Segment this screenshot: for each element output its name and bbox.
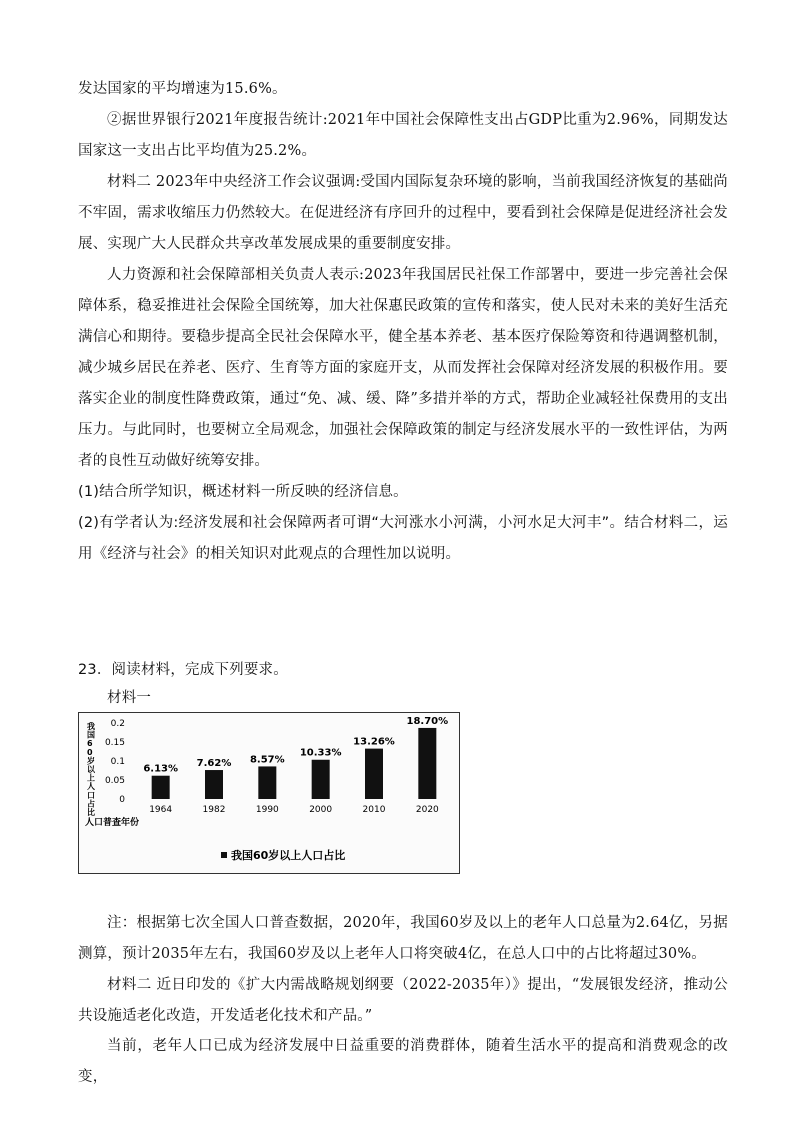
paragraph-world-bank: ②据世界银行2021年度报告统计:2021年中国社会保障性支出占GDP比重为2.96%，同期发达国家这一支出占比平均值为25.2%。 [78,112,728,159]
y-tick-label: 0.2 [110,719,125,729]
y-axis-label-char: 以 [87,765,95,774]
y-axis-label-char: 占 [87,799,95,809]
y-axis-label-char: 6 [87,739,93,749]
paragraph-material-two: 材料二 2023年中央经济工作会议强调:受国内国际复杂环境的影响，当前我国经济恢复的基础尚不牢固，需求收缩压力仍然较大。在促进经济有序回升的过程中，要看到社会保障是促进经济社会发展、实现广大人民群众共享改革发展成果的重要制度安排。 [78,174,728,252]
y-axis-label-char: 口 [87,790,95,800]
paragraph-last: 当前，老年人口已成为经济发展中日益重要的消费群体，随着生活水平的提高和消费观念的改变， [78,1038,728,1085]
question-23-heading: 23．阅读材料，完成下列要求。 [78,662,288,678]
x-axis-label: 人口普查年份 [85,818,140,828]
y-tick-label: 0.15 [104,738,125,748]
y-axis-label-char: 0 [87,747,93,757]
x-tick-label: 1964 [149,805,173,815]
legend-swatch [221,852,227,858]
bar-data-label: 10.33% [299,747,342,759]
bar-data-label: 6.13% [143,763,179,775]
y-tick-label: 0 [119,795,125,805]
bar [418,728,436,799]
question-1: (1)结合所学知识，概述材料一所反映的经济信息。 [78,484,408,500]
bar [152,776,170,799]
bar [365,749,383,799]
y-axis-label-char: 人 [87,782,95,792]
bar-chart-svg [79,713,459,873]
chart-note: 注：根据第七次全国人口普查数据，2020年，我国60岁及以上的老年人口总量为2.64亿，另据测算，预计2035年左右，我国60岁及以上老年人口将突破4亿，在总人口中的占比将超过30%。 [78,915,728,962]
y-tick-label: 0.1 [110,757,125,767]
material-one-label: 材料一 [107,690,152,706]
y-tick-label: 0.05 [104,776,125,786]
x-tick-label: 2000 [309,805,333,815]
y-axis-label-char: 上 [87,773,95,783]
bar-data-label: 7.62% [196,758,232,770]
y-axis-ticks [105,719,125,805]
paragraph-continued: 发达国家的平均增速为15.6%。 [78,81,287,97]
x-tick-label: 2010 [362,805,386,815]
bar-data-label: 8.57% [249,754,285,766]
bar-chart [78,712,460,874]
question-2: (2)有学者认为:经济发展和社会保障两者可谓“大河涨水小河满，小河水足大河丰”。结合材料二，运用《经济与社会》的相关知识对此观点的合理性加以说明。 [78,515,728,562]
bar [312,760,330,799]
bar-data-label: 13.26% [353,736,395,748]
bar [205,770,223,799]
paragraph-material-two-b: 材料二 近日印发的《扩大内需战略规划纲要（2022-2035年）》提出，“发展银发经济，推动公共设施适老化改造，开发适老化技术和产品。” [78,977,728,1024]
bars [143,716,448,815]
y-axis-label-char: 我 [87,722,95,731]
x-tick-label: 1982 [202,805,226,815]
y-axis-label [87,721,96,817]
bar-data-label: 18.70% [406,715,449,727]
x-tick-label: 1990 [255,805,279,815]
bar [258,766,276,799]
y-axis-label-char: 国 [87,730,95,740]
paragraph-ministry: 人力资源和社会保障部相关负责人表示:2023年我国居民社保工作部署中，要进一步完善社会保障体系，稳妥推进社会保险全国统筹，加大社保惠民政策的宣传和落实，使人民对未来的美好生活充满信心和期待。要稳步提高全民社会保障水平，健全基本养老、基本医疗保险筹资和待遇调整机制，减少城乡居民在养老、医疗、生育等方面的家庭开支，从而发挥社会保障对经济发展的积极作用。要落实企业的制度性降费政策，通过“免、减、缓、降”多措并举的方式，帮助企业减轻社保费用的支出压力。与此同时，也要树立全局观念，加强社会保障政策的制定与经济发展水平的一致性评估，为两者的良性互动做好统筹安排。 [78,267,728,469]
y-axis-label-char: 比 [87,808,95,817]
y-axis-label-char: 岁 [87,756,95,766]
x-tick-label: 2020 [415,805,439,815]
legend-label: 我国60岁以上人口占比 [231,849,346,862]
